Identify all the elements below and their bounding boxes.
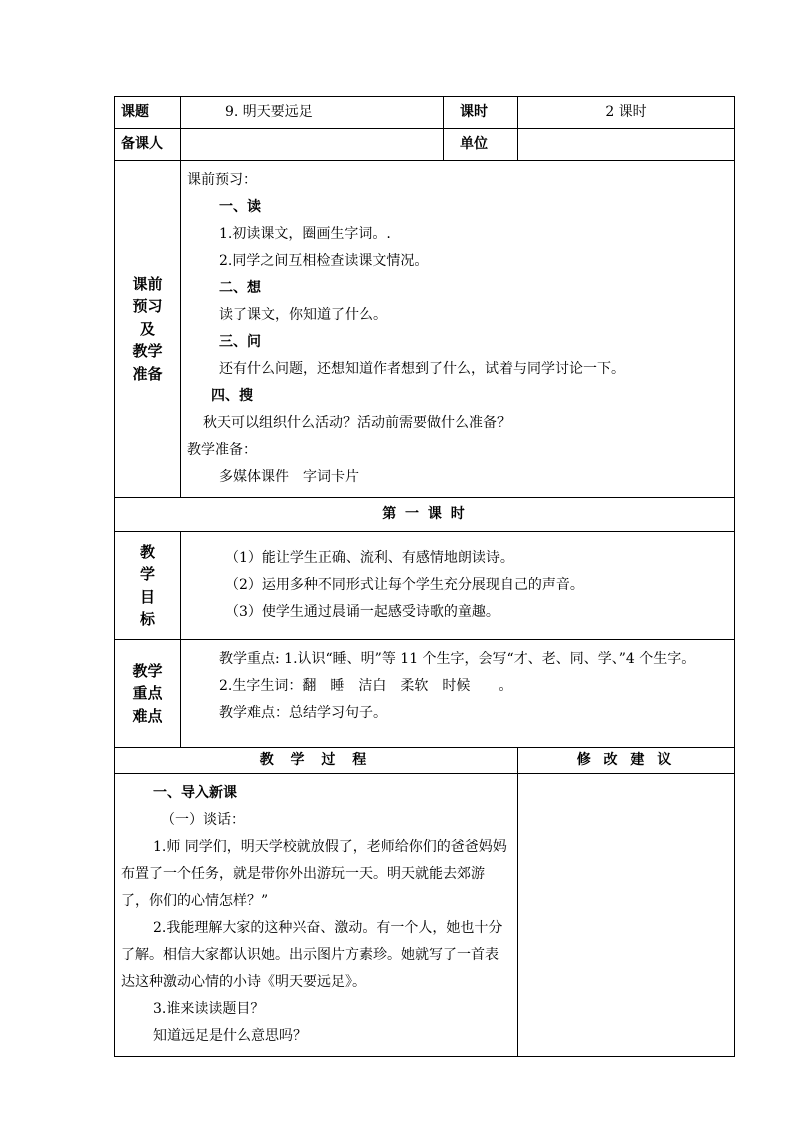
difficulty-row bbox=[115, 640, 735, 748]
goals-label-line: 教 bbox=[139, 542, 155, 561]
think-item: 读了课文，你知道了什么。 bbox=[219, 307, 387, 323]
prep-label-line: 教学 bbox=[132, 342, 163, 361]
process-sub-1: （一）谈话： bbox=[161, 812, 245, 828]
search-heading: 四、搜 bbox=[211, 388, 253, 404]
prep-label bbox=[115, 161, 181, 498]
ask-heading: 三、问 bbox=[219, 334, 261, 350]
topic-value: 9. 明天要远足 bbox=[181, 97, 444, 129]
search-item: 秋天可以组织什么活动？活动前需要做什么准备？ bbox=[203, 415, 511, 431]
process-title: 教 学 过 程 bbox=[115, 748, 518, 774]
think-heading: 二、想 bbox=[219, 280, 261, 296]
ask-item: 还有什么问题，还想知道作者想到了什么，试着与同学讨论一下。 bbox=[219, 361, 625, 377]
topic-label: 课题 bbox=[115, 97, 181, 129]
prep-content bbox=[181, 161, 735, 498]
process-header-row bbox=[115, 748, 735, 774]
difficult-points: 教学难点：总结学习句子。 bbox=[219, 705, 387, 721]
unit-value bbox=[518, 129, 735, 161]
process-content bbox=[115, 774, 518, 1057]
difficulty-label-line: 难点 bbox=[132, 706, 163, 725]
goals-label bbox=[115, 532, 181, 640]
goal-item: （2）运用多种不同形式让每个学生充分展现自己的声音。 bbox=[225, 577, 584, 593]
goals-content bbox=[181, 532, 735, 640]
process-para-1: 1.师 同学们，明天学校就放假了，老师给你们的爸爸妈妈布置了一个任务，就是带你外出游玩一天。明天就能去郊游了，你们的心情怎样？” bbox=[121, 839, 507, 909]
goals-label-line: 学 bbox=[139, 565, 155, 583]
key-points: 教学重点: 1.认识“睡、明”等 11 个生字，会写“才、老、同、学、”4 个生字。 bbox=[219, 651, 696, 667]
process-heading-1: 一、导入新课 bbox=[153, 785, 237, 801]
revise-content bbox=[518, 774, 735, 1057]
goals-row bbox=[115, 532, 735, 640]
lesson-one-row bbox=[115, 498, 735, 532]
prep-label-line: 及 bbox=[139, 319, 155, 338]
read-heading: 一、读 bbox=[219, 199, 261, 215]
lesson-plan-table bbox=[114, 96, 735, 1057]
preparer-row bbox=[115, 129, 735, 161]
hours-value: 2 课时 bbox=[518, 97, 735, 129]
goals-label-line: 标 bbox=[139, 610, 155, 628]
preparer-label: 备课人 bbox=[115, 129, 181, 161]
prep-label-line: 预习 bbox=[132, 297, 163, 316]
preparer-value bbox=[181, 129, 444, 161]
read-item-1: 1.初读课文，圈画生字词。. bbox=[219, 226, 391, 242]
process-row bbox=[115, 774, 735, 1057]
prep-label-line: 准备 bbox=[132, 364, 163, 383]
materials-list: 多媒体课件 字词卡片 bbox=[219, 469, 359, 485]
difficulty-label-line: 重点 bbox=[132, 684, 163, 703]
read-item-2: 2.同学之间互相检查读课文情况。 bbox=[219, 253, 429, 269]
revise-title: 修 改 建 议 bbox=[518, 748, 735, 774]
difficulty-label bbox=[115, 640, 181, 748]
goal-item: （1）能让学生正确、流利、有感情地朗读诗。 bbox=[225, 550, 514, 566]
topic-row bbox=[115, 97, 735, 129]
difficulty-label-line: 教学 bbox=[132, 661, 163, 680]
goals-label-line: 目 bbox=[139, 587, 155, 606]
prep-intro: 课前预习： bbox=[187, 172, 257, 188]
materials-heading: 教学准备： bbox=[187, 442, 257, 458]
process-para-4: 知道远足是什么意思吗？ bbox=[153, 1028, 307, 1044]
hours-label: 课时 bbox=[444, 97, 518, 129]
unit-label: 单位 bbox=[444, 129, 518, 161]
goal-item: （3）使学生通过晨诵一起感受诗歌的童趣。 bbox=[225, 604, 500, 620]
vocabulary: 2.生字生词：翻 睡 洁白 柔软 时候 。 bbox=[219, 678, 513, 694]
prep-label-line: 课前 bbox=[132, 274, 163, 293]
process-para-3: 3.谁来读读题目？ bbox=[153, 1001, 265, 1017]
prep-row bbox=[115, 161, 735, 498]
difficulty-content bbox=[181, 640, 735, 748]
lesson-one-title: 第 一 课 时 bbox=[115, 498, 735, 532]
process-para-2: 2.我能理解大家的这种兴奋、激动。有一个人，她也十分了解。相信大家都认识她。出示图片方素珍。她就写了一首表达这种激动心情的小诗《明天要远足》。 bbox=[121, 920, 503, 990]
